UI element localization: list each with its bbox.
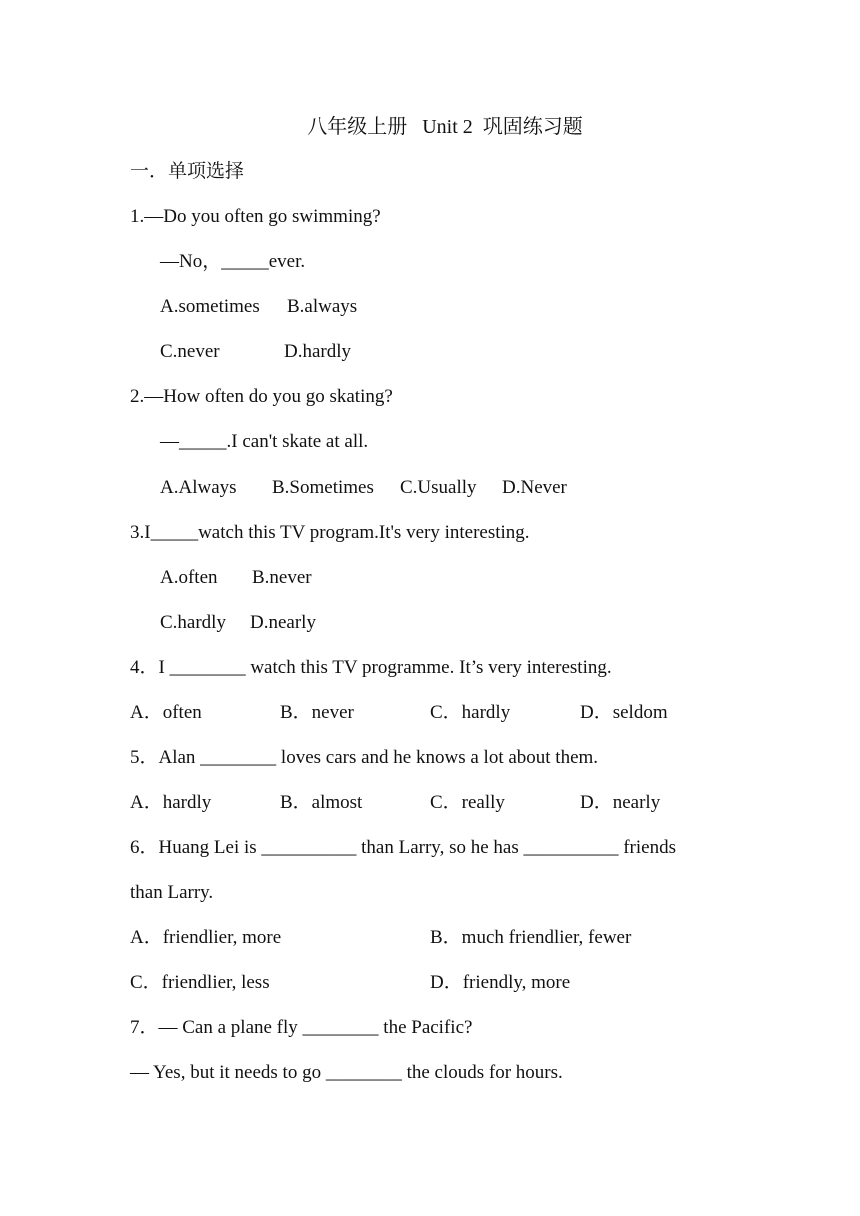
q5-option-d: D．nearly: [580, 792, 661, 813]
q6-option-b: B．much friendlier, fewer: [430, 927, 632, 948]
q4-option-c: C．hardly: [430, 702, 511, 723]
q3-option-a: A.often: [160, 567, 218, 588]
q7-reply: — Yes, but it needs to go ________ the clouds for hours.: [130, 1062, 563, 1083]
q1-reply-post: ever.: [268, 251, 306, 272]
q5-option-c: C．really: [430, 792, 505, 813]
q6-option-c: C．friendlier, less: [130, 972, 270, 993]
page-title: 八年级上册 Unit 2 巩固练习题: [307, 116, 583, 138]
q3-option-c: C.hardly: [160, 612, 226, 633]
q2-reply-blank: _____: [179, 431, 227, 452]
q1-stem: 1.—Do you often go swimming?: [130, 206, 381, 227]
q3-option-b: B.never: [252, 567, 312, 588]
q6-stem-line1: 6．Huang Lei is __________ than Larry, so he has __________ friends: [130, 837, 676, 858]
q3-stem-blank: _____: [150, 522, 199, 543]
q2-reply: [160, 431, 368, 453]
q5-option-a: A．hardly: [130, 792, 212, 813]
q6-option-d: D．friendly, more: [430, 972, 571, 993]
q7-stem: 7．— Can a plane fly ________ the Pacific?: [130, 1017, 473, 1038]
q4-stem: 4．I ________ watch this TV programme. It’s very interesting.: [130, 657, 612, 678]
q3-stem-post: watch this TV program.It's very interesting.: [198, 522, 530, 543]
q6-stem-line2: than Larry.: [130, 882, 214, 903]
q2-option-a: A.Always: [160, 477, 237, 498]
q2-option-d: D.Never: [502, 477, 567, 498]
q3-option-d: D.nearly: [250, 612, 316, 633]
q4-option-b: B．never: [280, 702, 354, 723]
q5-stem: 5．Alan ________ loves cars and he knows a lot about them.: [130, 747, 599, 768]
q2-reply-pre: —: [160, 431, 179, 452]
q1-option-b: B.always: [287, 296, 358, 317]
q1-option-d: D.hardly: [284, 341, 352, 362]
q5-option-b: B．almost: [280, 792, 363, 813]
q3-stem: [130, 522, 530, 544]
q2-option-c: C.Usually: [400, 477, 477, 498]
q1-reply: [160, 251, 305, 273]
q4-option-d: D．seldom: [580, 702, 668, 723]
q1-reply-pre: —No，: [160, 251, 222, 272]
q1-option-a: A.sometimes: [160, 296, 260, 317]
q2-reply-post: .I can't skate at all.: [226, 431, 369, 452]
q4-option-a: A．often: [130, 702, 202, 723]
q2-stem: 2.—How often do you go skating?: [130, 386, 393, 407]
section-heading: 一．单项选择: [130, 161, 245, 182]
q1-reply-blank: _____: [221, 251, 269, 272]
q1-option-c: C.never: [160, 341, 220, 362]
q2-option-b: B.Sometimes: [272, 477, 374, 498]
q3-stem-pre: 3.I: [130, 522, 151, 543]
q6-option-a: A．friendlier, more: [130, 927, 282, 948]
